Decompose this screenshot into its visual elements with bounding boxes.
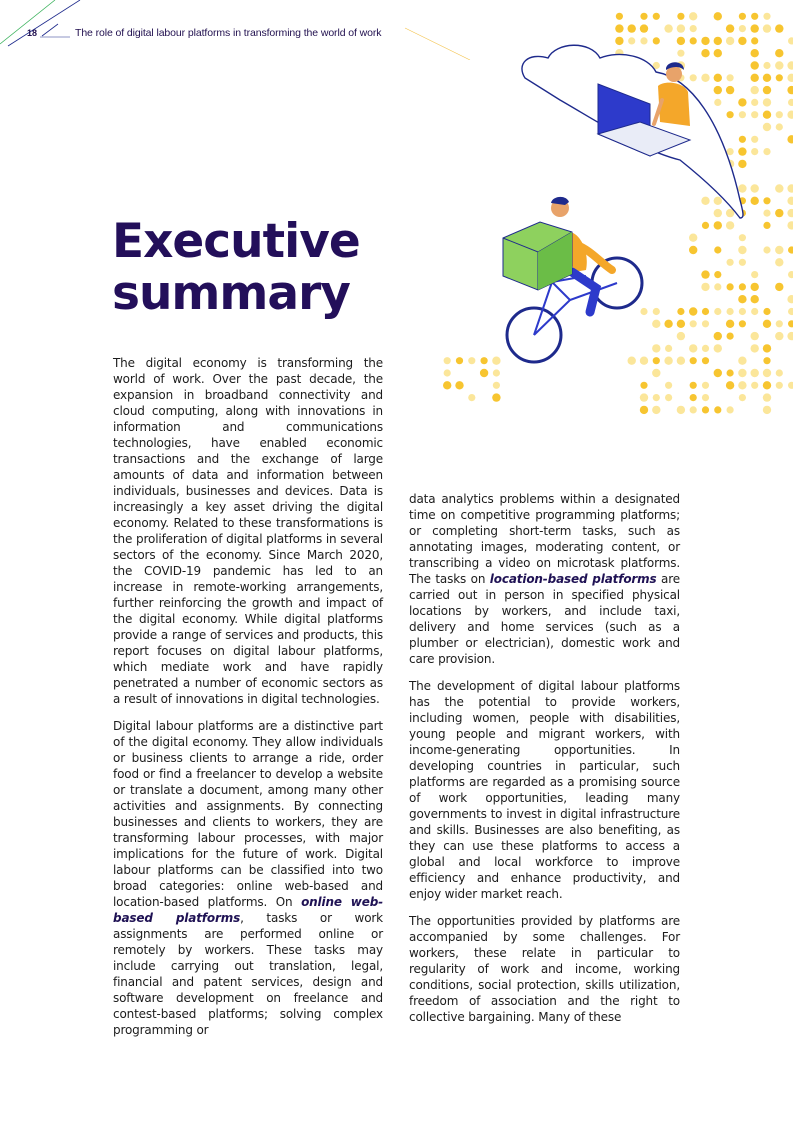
paragraph-3 [409,491,680,667]
pattern-dot [751,197,759,205]
pattern-dot [689,12,697,20]
pattern-dot [665,382,672,389]
pattern-dot [763,86,771,94]
pattern-dot [456,357,463,364]
pattern-dot [727,369,734,376]
pattern-dot [714,344,722,352]
pattern-dot [640,24,648,32]
pattern-dot [763,381,771,389]
pattern-dot [751,369,759,377]
pattern-dot [628,24,636,32]
platform-work-illustration [380,0,793,440]
pattern-dot [788,382,793,389]
pattern-dot [776,111,783,118]
pattern-dot [788,37,793,44]
pattern-dot [640,308,647,315]
pattern-dot [727,74,734,81]
pattern-dot [677,37,685,45]
paragraph-3-text-a: data analytics problems within a designated time on competitive programming platforms; or completing short-term tasks, such as annotating images, moderating content, or transcribing a video on microtask platforms. The tasks on [409,492,680,586]
pattern-dot [690,25,697,32]
pattern-dot [787,135,793,143]
pattern-dot [727,259,734,266]
pattern-dot [788,308,793,315]
pattern-dot [677,332,685,340]
paragraph-2-text-a: Digital labour platforms are a distinctive part of the digital economy. They allow individuals or business clients to arrange a ride, order food or find a freelancer to develop a website or translate a document, among many other activities and assignments. By connecting businesses and clients to workers, they are transforming labour processes, with major implications for the future of work. Digital labour platforms can be classified into two broad categories: online web-based and location-based platforms. On [113,719,383,909]
pattern-dot [455,381,463,389]
pattern-dot [640,406,648,414]
pattern-dot [751,13,758,20]
pattern-dot [751,332,759,340]
pattern-dot [701,197,709,205]
pattern-dot [653,308,660,315]
pattern-dot [677,357,685,365]
pattern-dot [653,357,660,364]
pattern-dot [738,37,746,45]
pattern-dot [690,406,697,413]
pattern-dot [444,369,451,376]
pattern-dot [677,308,684,315]
pattern-dot [787,295,793,303]
pattern-dot [640,357,648,365]
pattern-dot [677,320,685,328]
pattern-dot [628,37,635,44]
pattern-dot [702,406,709,413]
pattern-dot [787,74,793,82]
paragraph-2 [113,718,383,1038]
pattern-dot [763,123,771,131]
pattern-dot [714,86,722,94]
pattern-dot [664,357,672,365]
pattern-dot [615,24,623,32]
pattern-dot [653,37,660,44]
pattern-dot [652,320,660,328]
pattern-dot [689,246,697,254]
pattern-dot [738,147,746,155]
pattern-dot [788,246,793,253]
left-column [113,355,383,1049]
pattern-dot [689,307,697,315]
pattern-dot [727,148,734,155]
pattern-dot [652,344,660,352]
pattern-dot [763,246,770,253]
pattern-dot [739,234,746,241]
pattern-dot [690,357,697,364]
pattern-dot [775,246,783,254]
title-line-1: Executive [112,214,360,269]
pattern-dot [664,24,672,32]
pattern-dot [788,320,793,327]
pattern-dot [763,74,771,82]
pattern-dot [727,308,734,315]
pattern-dot [443,381,451,389]
pattern-dot [787,184,793,192]
pattern-dot [714,197,722,205]
pattern-dot [701,37,709,45]
pattern-dot [739,25,746,32]
pattern-dot [739,308,746,315]
pattern-dot [751,111,758,118]
pattern-dot [492,393,500,401]
pattern-dot [689,234,697,242]
pattern-dot [751,283,759,291]
pattern-dot [751,184,759,192]
pattern-dot [763,197,770,204]
pattern-dot [751,86,759,94]
pattern-dot [653,394,660,401]
pattern-dot [775,24,783,32]
pattern-dot [787,86,793,94]
pattern-dot [751,99,758,106]
pattern-dot [640,393,648,401]
pattern-dot [701,283,709,291]
pattern-dot [763,111,771,119]
pattern-dot [739,111,746,118]
paragraph-4: The development of digital labour platforms has the potential to provide workers, including women, people with disabilities, young people and migrant workers, with income-generating opportunities. In developing countries in particular, such platforms are regarded as a promising source of work opportunities, leading many governments to invest in digital infrastructure and skills. Businesses are also benefiting, as they can use these platforms to access a global and local workforce to improve efficiency and enhance productivity, and enjoy wider market reach. [409,679,680,901]
pattern-dot [751,344,759,352]
pattern-dot [763,222,770,229]
pattern-dot [714,246,721,253]
pattern-dot [751,308,758,315]
pattern-dot [775,184,783,192]
pattern-dot [776,382,783,389]
pattern-dot [481,357,488,364]
term-online-web-based: online web-based platforms [113,895,383,925]
pattern-dot [689,344,697,352]
pattern-dot [702,357,709,364]
pattern-dot [787,61,793,69]
pattern-dot [751,382,758,389]
pattern-dot [726,381,734,389]
pattern-dot [690,74,697,81]
pattern-dot [751,61,759,69]
pattern-dot [726,221,734,229]
pattern-dot [468,357,475,364]
pattern-dot [739,320,746,327]
pattern-dot [763,357,770,364]
pattern-dot [616,13,623,20]
pattern-dot [727,283,734,290]
pattern-dot [763,148,770,155]
pattern-dot [763,62,770,69]
pattern-dot [738,98,746,106]
pattern-dot [739,136,746,143]
pattern-dot [788,99,793,106]
pattern-dot [652,369,660,377]
pattern-dot [690,37,697,44]
pattern-dot [677,13,684,20]
pattern-dot [738,369,746,377]
pattern-dot [751,295,759,303]
pattern-dot [776,123,783,130]
pattern-dot [714,283,721,290]
pattern-dot [751,37,758,44]
pattern-dot [714,369,722,377]
pattern-dot [763,98,771,106]
pattern-dot [714,406,721,413]
pattern-dot [763,13,770,20]
pattern-dot [739,259,746,266]
pattern-dot [714,37,722,45]
paragraph-2-text-b: , tasks or work assignments are performed online or remotely by workers. These tasks may include carrying out translation, legal, financial and patent services, design and software development on freelance and contest-based platforms; solving complex programming or [113,911,383,1037]
pattern-dot [665,394,672,401]
pattern-dot [751,24,759,32]
pattern-dot [701,270,709,278]
pattern-dot [775,258,783,266]
pattern-dot [787,332,793,340]
page-number: 18 [27,28,38,38]
pattern-dot [493,382,500,389]
running-title: The role of digital labour platforms in transforming the world of work [75,27,382,39]
pattern-dot [763,210,770,217]
pattern-dot [787,111,793,119]
pattern-dot [788,271,793,278]
pattern-dot [763,369,771,377]
pattern-dot [714,49,722,57]
pattern-dot [739,283,746,290]
pattern-dot [739,394,746,401]
pattern-dot [702,320,709,327]
pattern-dot [751,49,759,57]
paragraph-1: The digital economy is transforming the world of work. Over the past decade, the expansion in broadband connectivity and cloud computing, along with innovations in information and communications technologies, have enabled economic transactions and the exchange of large amounts of data and information between individuals, businesses and devices. Data is increasingly a key asset driving the digital economy. Related to these transformations is the proliferation of digital platforms in several sectors of the economy. Since March 2020, the COVID-19 pandemic has led to an increase in remote-working arrangements, further reinforcing the growth and impact of the digital economy. While digital platforms provide a range of services and products, this report focuses on digital labour platforms, which mediate work and have rapidly penetrated a number of economic sectors as a result of innovations in digital technologies. [113,356,383,706]
pattern-dot [727,333,734,340]
pattern-dot [775,283,783,291]
pattern-dot [751,74,759,82]
pattern-dot [677,50,684,57]
right-column [409,491,680,1036]
pattern-dot [751,136,758,143]
pattern-dot [738,295,746,303]
pattern-dot [702,345,709,352]
pattern-dot [640,382,647,389]
pattern-dot [775,49,783,57]
pattern-dot [726,24,734,32]
pattern-dot [751,148,758,155]
paragraph-3-text-b: are carried out in person in specified physical locations by workers, and include taxi, delivery and home services (such as a plumber or electrician), domestic work and care provision. [409,572,680,666]
pattern-dot [701,74,709,82]
pattern-dot [763,320,771,328]
pattern-dot [480,369,488,377]
pattern-dot [665,345,672,352]
pattern-dot [776,369,783,376]
pattern-dot [763,344,771,352]
pattern-dot [738,381,746,389]
pattern-dot [775,209,783,217]
pattern-dot [775,61,783,69]
pattern-dot [701,49,709,57]
pattern-dot [702,382,709,389]
pattern-dot [690,382,697,389]
pattern-dot [763,393,771,401]
pattern-dot [714,271,721,278]
delivery-cyclist-figure [503,197,642,362]
pattern-dot [653,13,660,20]
pattern-dot [726,86,734,94]
pattern-dot [640,13,647,20]
pattern-dot [628,357,636,365]
pattern-dot [677,406,685,414]
pattern-dot [714,12,722,20]
pattern-dot [468,394,475,401]
pattern-dot [492,357,500,365]
pattern-dot [775,332,783,340]
page-title [112,216,360,320]
pattern-dot [702,222,709,229]
pattern-dot [690,320,697,327]
pattern-dot [787,221,793,229]
pattern-dot [776,320,783,327]
pattern-dot [727,406,734,413]
pattern-dot [751,271,758,278]
pattern-dot [738,184,746,192]
pattern-dot [664,320,672,328]
pattern-dot [714,308,721,315]
pattern-dot [714,74,722,82]
pattern-dot [714,221,722,229]
term-location-based: location-based platforms [489,572,657,586]
pattern-dot [763,406,771,414]
pattern-dot [714,99,721,106]
paragraph-5: The opportunities provided by platforms are accompanied by some challenges. For workers, these relate in particular to regularity of work and income, working conditions, social protection, skills utilization, freedom of association and the right to collective bargaining. Many of these [409,914,680,1024]
title-line-2: summary [112,266,350,321]
pattern-dot [738,160,746,168]
pattern-dot [677,24,685,32]
pattern-dot [714,332,722,340]
pattern-dot [776,74,783,81]
pattern-dot [726,320,734,328]
pattern-dot [726,37,734,45]
pattern-dot [444,357,451,364]
pattern-dot [615,37,623,45]
pattern-dot [787,197,793,205]
pattern-dot [727,111,734,118]
pattern-dot [493,369,500,376]
pattern-dot [652,406,660,414]
pattern-dot [690,394,697,401]
pattern-dot [714,209,722,217]
pattern-dot [763,24,771,32]
pattern-dot [739,13,746,20]
pattern-dot [702,308,709,315]
pattern-dot [640,37,647,44]
pattern-dot [738,357,746,365]
pattern-dot [787,209,793,217]
pattern-dot [702,394,709,401]
pattern-dot [738,246,746,254]
pattern-dot [763,308,770,315]
